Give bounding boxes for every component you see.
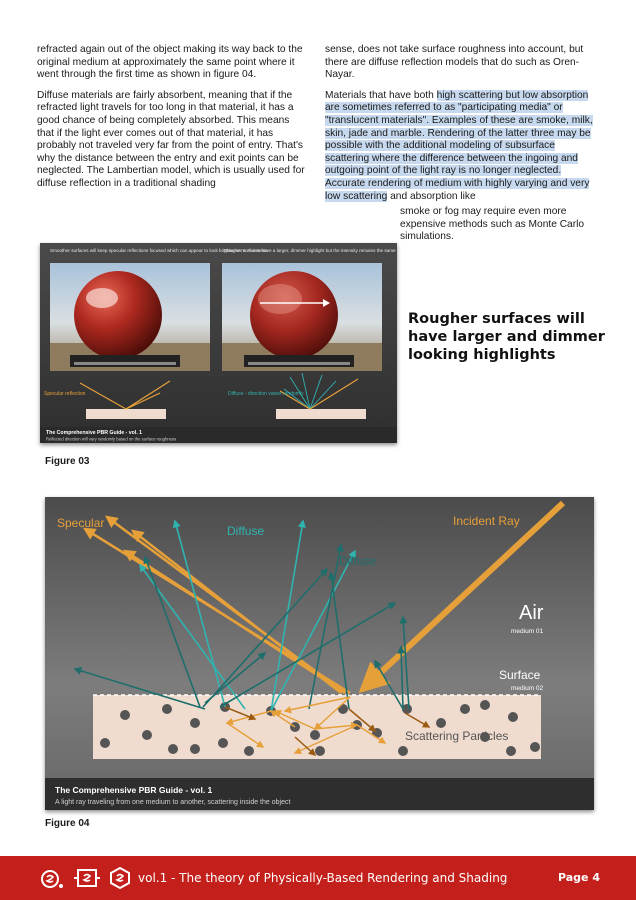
right-paragraph-2-start: Materials that have both xyxy=(325,89,437,101)
figure-03-image xyxy=(40,243,397,443)
right-paragraph-2-tail: smoke or fog may require even more expensive methods such as Monte Carlo simulations. xyxy=(400,206,585,243)
fig4-surface-label: Surface xyxy=(499,668,541,682)
fig4-banner-title: The Comprehensive PBR Guide - vol. 1 xyxy=(55,785,213,795)
glossy-sphere xyxy=(74,271,162,359)
fig4-banner-subtitle: A light ray traveling from one medium to another, scattering inside the object xyxy=(55,799,291,806)
rough-sphere xyxy=(250,271,338,359)
fig3-banner-subtitle: Reflected direction will vary randomly based on the surface roughness xyxy=(46,436,177,442)
fig3-note-right: Rougher surfaces have a larger, dimmer highlight but the intensity remains the same xyxy=(224,248,396,253)
fig4-diffuse-label-1: Diffuse xyxy=(227,524,265,538)
fig3-specular-label: Specular reflection xyxy=(44,391,86,397)
right-paragraph-1: sense, does not take surface roughness into account, but there are diffuse reflection models that do such as Oren-Nayar. xyxy=(325,44,584,81)
figure-03-caption: Figure 03 xyxy=(45,456,90,467)
right-paragraph-2-end: and absorption like xyxy=(387,190,476,202)
fig4-medium1-label: medium 01 xyxy=(511,628,544,635)
fig4-air-label: Air xyxy=(519,602,544,624)
right-column xyxy=(325,44,599,211)
fig3-note-left: Smoother surfaces will keep specular reflections focused which can appear to look brighter or more intense xyxy=(50,248,268,253)
fig4-specular-label: Specular xyxy=(57,516,105,530)
figure-03-side-title: Rougher surfaces will have larger and dimmer looking highlights xyxy=(408,311,605,363)
left-paragraph-2: Diffuse materials are fairly absorbent, meaning that if the refracted light travels for too long in that material, it has a good chance of being completely absorbed. This means that if the light ever comes out of that material, it has probably not traveled very far from the point of entry. That's why the distance between the entry and exit points can be neglected. The Lambertian model, which is usually used for diffuse reflection in a traditional shading xyxy=(37,89,305,189)
page-footer xyxy=(0,856,636,900)
footer-title: vol.1 - The theory of Physically-Based Rendering and Shading xyxy=(138,871,508,885)
substance-logo-icon xyxy=(40,866,64,890)
figure-04-caption: Figure 04 xyxy=(45,818,90,829)
left-paragraph-1: refracted again out of the object making its way back to the original medium at approximately the same point where it went through the first time as shown in figure 04. xyxy=(37,44,303,81)
fig4-particles-label: Scattering Particles xyxy=(405,729,509,743)
fig3-diffuse-label: Diffuse - direction varies randomly xyxy=(228,391,304,397)
highlighted-text[interactable]: high scattering but low absorption are sometimes referred to as "participating media" or "translucent materials". Examples of these are smoke, milk, skin, jade and marble. Rendering of the latter three may be possible with the additional modeling of subsurface scattering where the difference between the ingoing and outgoing point of the light ray is no longer neglected. Accurate rendering of medium with highly varying and very low scattering xyxy=(325,89,593,202)
substance-designer-icon xyxy=(108,866,132,890)
fig4-diffuse-label-2: Diffuse xyxy=(339,554,377,568)
figure-04-image xyxy=(45,497,594,810)
right-paragraph-2 xyxy=(325,90,599,203)
left-column xyxy=(37,44,307,199)
fig4-medium2-label: medium 02 xyxy=(511,685,544,692)
page-number: Page 4 xyxy=(557,871,600,884)
fig3-banner-title: The Comprehensive PBR Guide - vol. 1 xyxy=(46,430,142,436)
substance-painter-icon xyxy=(74,866,100,890)
fig4-incident-ray-label: Incident Ray xyxy=(453,514,520,528)
